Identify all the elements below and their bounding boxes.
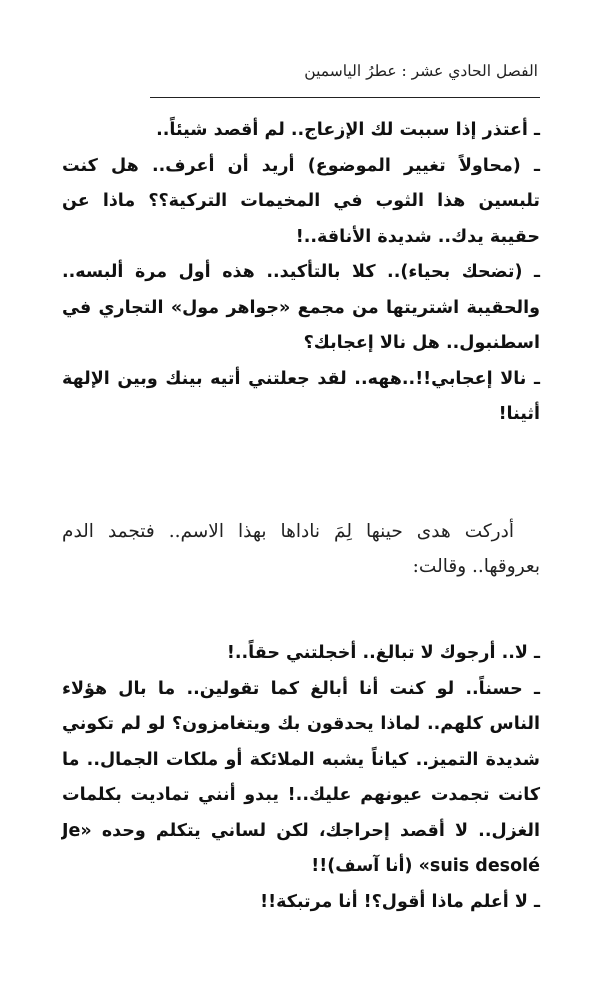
- dialogue-text: » (أنا آسف)!!: [311, 856, 430, 876]
- narration-paragraph: أدركت هدى حينها لِمَ ناداها بهذا الاسم.. فتجمد الدم بعروقها.. وقالت:: [62, 521, 540, 577]
- french-phrase: Je suis desolé: [62, 820, 540, 876]
- dialogue-text: ـ حسناً.. لو كنت أنا أبالغ كما تقولين.. ما بال هؤلاء الناس كلهم.. لماذا يحدقون بك ويتغامزون؟ لو لم تكوني شديدة التميز.. كياناً يشبه الملائكة أو ملكات الجمال.. ما كانت تجمدت عيونهم عليك..! يبدو أنني تماديت بكلمات الغزل.. لا أقصد إحراجك، لكن لساني يتكلم وحده «: [62, 678, 540, 841]
- dialogue-line: ـ أعتذر إذا سببت لك الإزعاج.. لم أقصد شيئاً..: [156, 120, 540, 140]
- dialogue-block-1: [62, 113, 540, 433]
- dialogue-line: ـ لا.. أرجوك لا تبالغ.. أخجلتني حقاً..!: [226, 643, 540, 663]
- chapter-header: الفصل الحادي عشر : عطرُ الياسمين: [304, 62, 538, 80]
- header-divider: [150, 97, 540, 98]
- dialogue-line: ـ لا أعلم ماذا أقول؟! أنا مرتبكة!!: [260, 891, 540, 912]
- dialogue-line: ـ نالا إعجابي!!..ههه.. لقد جعلتني أتيه بينك وبين الإلهة أثينا!: [62, 368, 540, 424]
- dialogue-line: [62, 672, 540, 885]
- dialogue-block-2: [62, 636, 540, 920]
- dialogue-line: ـ (محاولاً تغيير الموضوع) أريد أن أعرف.. هل كنت تلبسين هذا الثوب في المخيمات التركية؟؟ ماذا عن حقيبة يدك.. شديدة الأناقة..!: [62, 155, 540, 247]
- dialogue-line: ـ (تضحك بحياء).. كلا بالتأكيد.. هذه أول مرة ألبسه.. والحقيبة اشتريتها من مجمع «جواهر مول» التجاري في اسطنبول.. هل نالا إعجابك؟: [62, 262, 540, 353]
